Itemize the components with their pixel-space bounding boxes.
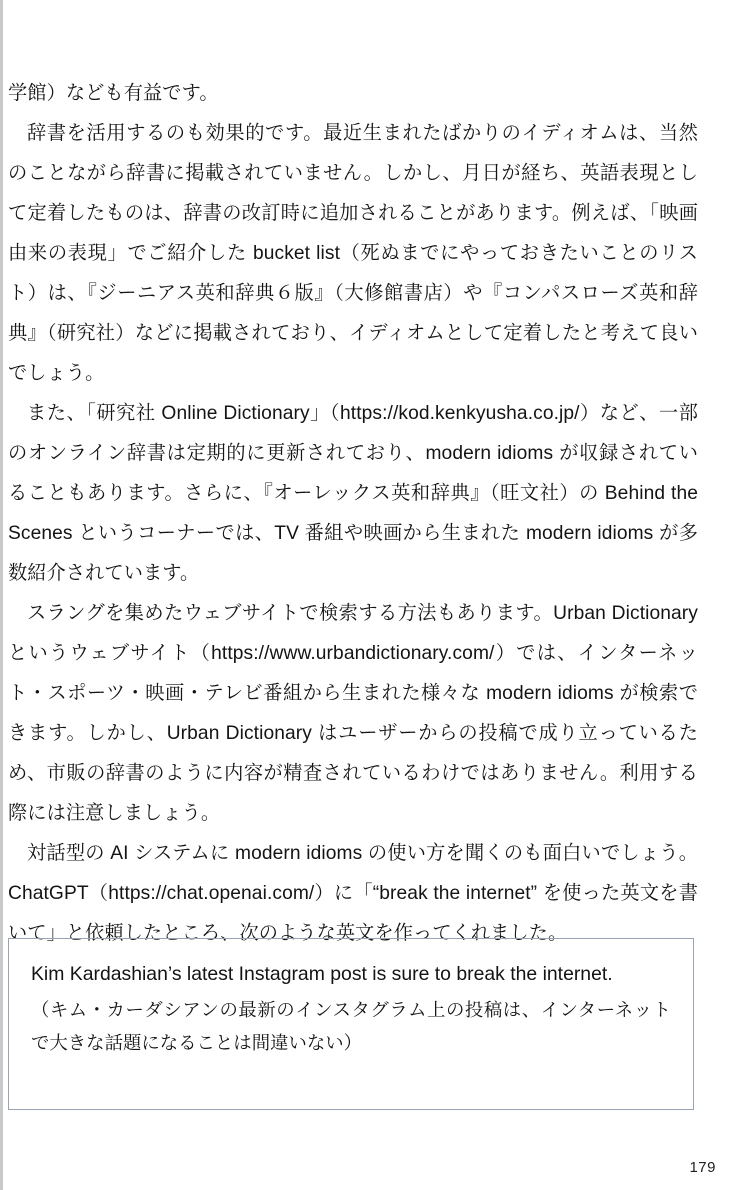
quote-japanese-translation: （キム・カーダシアンの最新のインスタグラム上の投稿は、インターネットで大きな話題になることは間違いない） [31, 999, 671, 1053]
page-body-text [8, 74, 698, 954]
page-edge-shadow [0, 0, 3, 1190]
example-quote-inner [9, 939, 693, 1059]
paragraph-5: 対話型の AI システムに modern idioms の使い方を聞くのも面白いでしょう。ChatGPT（https://chat.openai.com/）に「“break the internet” を使った英文を書いて」と依頼したところ、次のような英文を作ってくれました。 [8, 843, 698, 944]
quote-english-text: Kim Kardashian’s latest Instagram post is sure to break the internet. [31, 963, 613, 985]
page-number: 179 [689, 1159, 716, 1176]
paragraph-2: 辞書を活用するのも効果的です。最近生まれたばかりのイディオムは、当然のことながら辞書に掲載されていません。しかし、月日が経ち、英語表現として定着したものは、辞書の改訂時に追加されることがあります。例えば、「映画由来の表現」でご紹介した bucket list（死ぬまでにやっておきたいことのリスト）は、『ジーニアス英和辞典６版』（大修館書店）や『コンパスローズ英和辞典』（研究社）などに掲載されており、イディオムとして定着したと考えて良いでしょう。 [8, 123, 698, 384]
paragraph-3: また、「研究社 Online Dictionary」（https://kod.kenkyusha.co.jp/）など、一部のオンライン辞書は定期的に更新されており、modern idioms が収録されていることもあります。さらに、『オーレックス英和辞典』（旺文社）の Behind the Scenes というコーナーでは、TV 番組や映画から生まれた modern idioms が多数紹介されています。 [8, 403, 698, 584]
example-quote-box [8, 938, 694, 1110]
paragraph-4: スラングを集めたウェブサイトで検索する方法もあります。Urban Dictionary というウェブサイト（https://www.urbandictionary.com/）では、インターネット・スポーツ・映画・テレビ番組から生まれた様々な modern idioms が検索できます。しかし、Urban Dictionary はユーザーからの投稿で成り立っているため、市販の辞書のように内容が精査されているわけではありません。利用する際には注意しましょう。 [8, 603, 698, 824]
paragraph-1: 学館）なども有益です。 [8, 83, 219, 104]
